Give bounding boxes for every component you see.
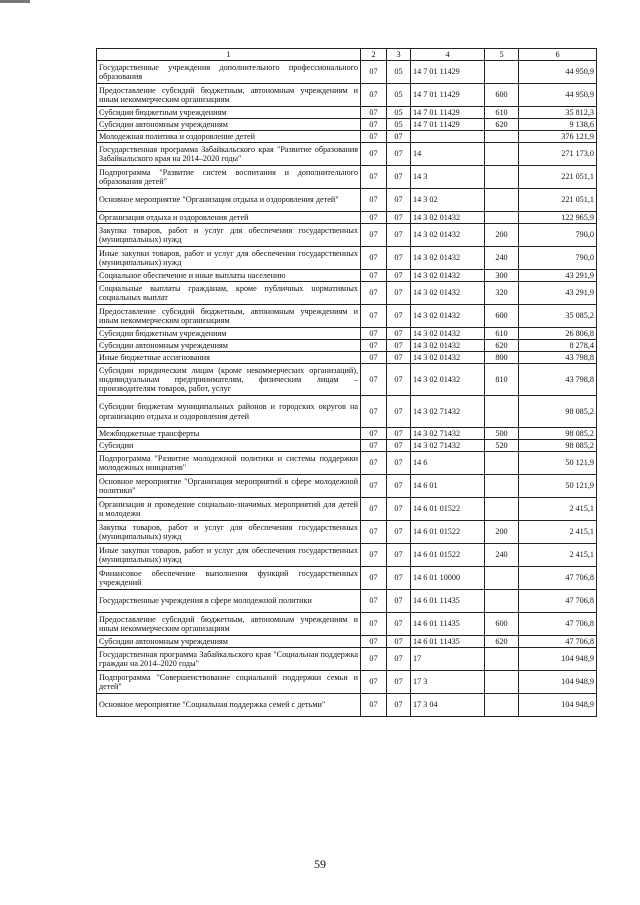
table-row	[97, 212, 597, 224]
cell-amount: 35 085,2	[519, 305, 597, 328]
cell-target-article: 14 3 02 01432	[411, 247, 485, 270]
cell-section: 07	[361, 166, 387, 189]
cell-expense-type	[485, 671, 519, 694]
cell-section: 07	[361, 364, 387, 396]
cell-subsection: 07	[387, 440, 411, 452]
cell-section: 07	[361, 694, 387, 717]
budget-table	[96, 48, 597, 717]
cell-amount: 271 173,0	[519, 143, 597, 166]
col-header-subsection: 3	[387, 49, 411, 61]
cell-section: 07	[361, 212, 387, 224]
cell-section: 07	[361, 498, 387, 521]
cell-target-article: 14 6 01 11435	[411, 613, 485, 636]
cell-name: Основное мероприятие "Социальная поддержка семей с детьми"	[97, 694, 361, 717]
cell-subsection: 07	[387, 270, 411, 282]
table-row	[97, 352, 597, 364]
cell-subsection: 07	[387, 648, 411, 671]
cell-expense-type: 610	[485, 107, 519, 119]
cell-expense-type	[485, 498, 519, 521]
col-header-name: 1	[97, 49, 361, 61]
cell-name: Предоставление субсидий бюджетным, автономным учреждениям и иным некоммерческим организациям	[97, 305, 361, 328]
cell-subsection: 05	[387, 61, 411, 84]
cell-name: Государственные учреждения дополнительного профессионального образования	[97, 61, 361, 84]
cell-amount: 98 085,2	[519, 396, 597, 428]
header-row	[97, 49, 597, 61]
cell-section: 07	[361, 613, 387, 636]
cell-section: 07	[361, 352, 387, 364]
cell-name: Субсидии автономным учреждениям	[97, 340, 361, 352]
cell-name: Государственная программа Забайкальского края "Социальная поддержка граждан на 2014–2020 годы"	[97, 648, 361, 671]
cell-expense-type: 600	[485, 305, 519, 328]
cell-amount: 376 121,9	[519, 131, 597, 143]
cell-target-article: 14 6 01 01522	[411, 544, 485, 567]
table-row	[97, 270, 597, 282]
cell-expense-type	[485, 648, 519, 671]
cell-target-article: 14 6	[411, 452, 485, 475]
cell-expense-type	[485, 131, 519, 143]
cell-target-article: 14 3 02 01432	[411, 305, 485, 328]
table-row	[97, 305, 597, 328]
cell-amount: 98 085,2	[519, 440, 597, 452]
cell-subsection: 07	[387, 590, 411, 613]
cell-amount: 104 948,9	[519, 671, 597, 694]
cell-amount: 47 706,8	[519, 567, 597, 590]
cell-expense-type	[485, 590, 519, 613]
cell-amount: 50 121,9	[519, 475, 597, 498]
cell-amount: 43 291,9	[519, 270, 597, 282]
table-row	[97, 636, 597, 648]
cell-target-article: 14 3 02	[411, 189, 485, 212]
cell-expense-type: 810	[485, 364, 519, 396]
cell-amount: 221 051,1	[519, 189, 597, 212]
cell-expense-type: 240	[485, 247, 519, 270]
table-row	[97, 613, 597, 636]
cell-expense-type: 620	[485, 636, 519, 648]
cell-target-article: 14 3 02 01432	[411, 352, 485, 364]
cell-expense-type	[485, 143, 519, 166]
cell-subsection: 07	[387, 340, 411, 352]
cell-section: 07	[361, 305, 387, 328]
cell-section: 07	[361, 475, 387, 498]
cell-amount: 2 415,1	[519, 544, 597, 567]
cell-expense-type: 520	[485, 440, 519, 452]
cell-subsection: 07	[387, 521, 411, 544]
cell-subsection: 07	[387, 498, 411, 521]
cell-amount: 47 706,8	[519, 590, 597, 613]
cell-subsection: 07	[387, 396, 411, 428]
cell-subsection: 07	[387, 224, 411, 247]
cell-name: Предоставление субсидий бюджетным, автономным учреждениям и иным некоммерческим организациям	[97, 613, 361, 636]
cell-name: Иные бюджетные ассигнования	[97, 352, 361, 364]
cell-subsection: 07	[387, 212, 411, 224]
table-row	[97, 428, 597, 440]
cell-amount: 47 706,8	[519, 636, 597, 648]
cell-target-article: 14 6 01 10000	[411, 567, 485, 590]
table-row	[97, 440, 597, 452]
cell-section: 07	[361, 428, 387, 440]
cell-subsection: 07	[387, 544, 411, 567]
scan-edge-mark	[0, 0, 30, 3]
cell-expense-type: 320	[485, 282, 519, 305]
cell-target-article: 14 3	[411, 166, 485, 189]
cell-target-article: 17	[411, 648, 485, 671]
cell-expense-type: 800	[485, 352, 519, 364]
cell-section: 07	[361, 84, 387, 107]
cell-section: 07	[361, 131, 387, 143]
table-row	[97, 364, 597, 396]
cell-name: Подпрограмма "Совершенствование социальной поддержки семьи и детей"	[97, 671, 361, 694]
cell-subsection: 07	[387, 671, 411, 694]
cell-amount: 221 051,1	[519, 166, 597, 189]
cell-target-article	[411, 131, 485, 143]
cell-target-article: 14 3 02 01432	[411, 340, 485, 352]
table-row	[97, 340, 597, 352]
col-header-expense-type: 5	[485, 49, 519, 61]
cell-expense-type: 600	[485, 613, 519, 636]
cell-amount: 790,0	[519, 224, 597, 247]
cell-name: Субсидии бюджетным учреждениям	[97, 107, 361, 119]
cell-subsection: 07	[387, 694, 411, 717]
cell-target-article: 14 7 01 11429	[411, 84, 485, 107]
col-header-amount: 6	[519, 49, 597, 61]
cell-section: 07	[361, 452, 387, 475]
table-row	[97, 648, 597, 671]
cell-name: Предоставление субсидий бюджетным, автономным учреждениям и иным некоммерческим организациям	[97, 84, 361, 107]
cell-expense-type: 620	[485, 340, 519, 352]
cell-name: Государственная программа Забайкальского края "Развитие образования Забайкальского края на 2014–2020 годы"	[97, 143, 361, 166]
table-row	[97, 671, 597, 694]
cell-section: 07	[361, 648, 387, 671]
cell-target-article: 14 7 01 11429	[411, 119, 485, 131]
cell-name: Межбюджетные трансферты	[97, 428, 361, 440]
cell-expense-type: 240	[485, 544, 519, 567]
cell-amount: 104 948,9	[519, 648, 597, 671]
table-row	[97, 396, 597, 428]
cell-amount: 9 138,6	[519, 119, 597, 131]
table-row	[97, 247, 597, 270]
cell-target-article: 14 6 01 01522	[411, 521, 485, 544]
page-number: 59	[314, 857, 326, 871]
cell-amount: 43 291,9	[519, 282, 597, 305]
cell-expense-type	[485, 567, 519, 590]
cell-expense-type	[485, 452, 519, 475]
cell-name: Подпрограмма "Развитие систем воспитания и дополнительного образования детей"	[97, 166, 361, 189]
cell-expense-type: 610	[485, 328, 519, 340]
cell-amount: 2 415,1	[519, 521, 597, 544]
cell-target-article: 14 6 01 11435	[411, 590, 485, 613]
cell-amount: 47 706,8	[519, 613, 597, 636]
col-header-target-article: 4	[411, 49, 485, 61]
cell-amount: 8 278,4	[519, 340, 597, 352]
cell-section: 07	[361, 282, 387, 305]
table-row	[97, 694, 597, 717]
cell-expense-type	[485, 212, 519, 224]
table-row	[97, 61, 597, 84]
cell-name: Закупка товаров, работ и услуг для обеспечения государственных (муниципальных) нужд	[97, 521, 361, 544]
table-row	[97, 498, 597, 521]
cell-section: 07	[361, 544, 387, 567]
cell-expense-type: 620	[485, 119, 519, 131]
cell-amount: 98 085,2	[519, 428, 597, 440]
cell-section: 07	[361, 590, 387, 613]
cell-section: 07	[361, 143, 387, 166]
cell-section: 07	[361, 340, 387, 352]
cell-expense-type: 500	[485, 428, 519, 440]
cell-target-article: 17 3	[411, 671, 485, 694]
cell-subsection: 07	[387, 166, 411, 189]
cell-name: Подпрограмма "Развитие молодежной политики и системы поддержки молодежных инициатив"	[97, 452, 361, 475]
cell-section: 07	[361, 189, 387, 212]
table-row	[97, 119, 597, 131]
cell-subsection: 07	[387, 189, 411, 212]
cell-target-article: 14 3 02 01432	[411, 282, 485, 305]
cell-section: 07	[361, 224, 387, 247]
cell-amount: 122 965,9	[519, 212, 597, 224]
cell-section: 07	[361, 671, 387, 694]
table-row	[97, 475, 597, 498]
cell-target-article: 17 3 04	[411, 694, 485, 717]
cell-expense-type	[485, 396, 519, 428]
cell-name: Организация отдыха и оздоровления детей	[97, 212, 361, 224]
cell-amount: 2 415,1	[519, 498, 597, 521]
cell-target-article: 14 3 02 71432	[411, 396, 485, 428]
cell-section: 07	[361, 396, 387, 428]
cell-subsection: 07	[387, 305, 411, 328]
cell-section: 07	[361, 61, 387, 84]
table-row	[97, 166, 597, 189]
cell-name: Социальное обеспечение и иные выплаты населению	[97, 270, 361, 282]
cell-target-article: 14 3 02 01432	[411, 270, 485, 282]
cell-expense-type	[485, 189, 519, 212]
cell-name: Финансовое обеспечение выполнения функций государственных учреждений	[97, 567, 361, 590]
cell-subsection: 05	[387, 119, 411, 131]
cell-expense-type	[485, 694, 519, 717]
cell-subsection: 07	[387, 428, 411, 440]
cell-amount: 50 121,9	[519, 452, 597, 475]
cell-name: Субсидии автономным учреждениям	[97, 636, 361, 648]
cell-subsection: 07	[387, 636, 411, 648]
cell-amount: 43 798,8	[519, 364, 597, 396]
cell-target-article: 14 3 02 01432	[411, 328, 485, 340]
cell-subsection: 07	[387, 452, 411, 475]
cell-subsection: 07	[387, 352, 411, 364]
cell-name: Организация и проведение социально-значимых мероприятий для детей и молодежи	[97, 498, 361, 521]
cell-section: 07	[361, 247, 387, 270]
cell-target-article: 14 6 01	[411, 475, 485, 498]
cell-expense-type: 200	[485, 521, 519, 544]
cell-section: 07	[361, 636, 387, 648]
cell-expense-type: 200	[485, 224, 519, 247]
table-row	[97, 567, 597, 590]
cell-subsection: 07	[387, 247, 411, 270]
table-row	[97, 107, 597, 119]
cell-target-article: 14 7 01 11429	[411, 61, 485, 84]
cell-subsection: 07	[387, 567, 411, 590]
cell-target-article: 14 6 01 11435	[411, 636, 485, 648]
cell-name: Государственные учреждения в сфере молодежной политики	[97, 590, 361, 613]
cell-section: 07	[361, 119, 387, 131]
table-row	[97, 452, 597, 475]
cell-name: Молодежная политика и оздоровление детей	[97, 131, 361, 143]
cell-name: Субсидии	[97, 440, 361, 452]
cell-amount: 43 798,8	[519, 352, 597, 364]
cell-target-article: 14 3 02 71432	[411, 440, 485, 452]
table-row	[97, 282, 597, 305]
cell-expense-type	[485, 475, 519, 498]
cell-subsection: 05	[387, 107, 411, 119]
table-row	[97, 143, 597, 166]
cell-section: 07	[361, 440, 387, 452]
cell-name: Иные закупки товаров, работ и услуг для обеспечения государственных (муниципальных) нужд	[97, 247, 361, 270]
cell-subsection: 07	[387, 364, 411, 396]
cell-name: Закупка товаров, работ и услуг для обеспечения государственных (муниципальных) нужд	[97, 224, 361, 247]
cell-subsection: 07	[387, 328, 411, 340]
cell-amount: 44 950,9	[519, 84, 597, 107]
cell-target-article: 14 3 02 01432	[411, 364, 485, 396]
cell-target-article: 14 3 02 01432	[411, 224, 485, 247]
cell-amount: 35 812,3	[519, 107, 597, 119]
cell-name: Основное мероприятие "Организация отдыха и оздоровления детей"	[97, 189, 361, 212]
cell-section: 07	[361, 107, 387, 119]
cell-amount: 104 948,9	[519, 694, 597, 717]
cell-section: 07	[361, 270, 387, 282]
cell-name: Субсидии юридическим лицам (кроме некоммерческих организаций), индивидуальным предпринимателям, физическим лицам – производителям товаров, работ, услуг	[97, 364, 361, 396]
table-row	[97, 544, 597, 567]
table-row	[97, 328, 597, 340]
table-row	[97, 131, 597, 143]
cell-amount: 26 806,8	[519, 328, 597, 340]
cell-expense-type: 600	[485, 84, 519, 107]
cell-expense-type	[485, 166, 519, 189]
cell-expense-type: 300	[485, 270, 519, 282]
cell-subsection: 05	[387, 84, 411, 107]
cell-subsection: 07	[387, 475, 411, 498]
cell-name: Субсидии бюджетным учреждениям	[97, 328, 361, 340]
cell-amount: 790,0	[519, 247, 597, 270]
cell-subsection: 07	[387, 143, 411, 166]
cell-section: 07	[361, 328, 387, 340]
table-row	[97, 84, 597, 107]
cell-subsection: 07	[387, 131, 411, 143]
cell-section: 07	[361, 567, 387, 590]
cell-subsection: 07	[387, 282, 411, 305]
cell-target-article: 14 3 02 01432	[411, 212, 485, 224]
cell-target-article: 14	[411, 143, 485, 166]
table-row	[97, 189, 597, 212]
table-row	[97, 521, 597, 544]
cell-name: Субсидии бюджетам муниципальных районов и городских округов на организацию отдыха и оздоровления детей	[97, 396, 361, 428]
cell-subsection: 07	[387, 613, 411, 636]
col-header-section: 2	[361, 49, 387, 61]
cell-target-article: 14 7 01 11429	[411, 107, 485, 119]
cell-name: Субсидии автономным учреждениям	[97, 119, 361, 131]
cell-expense-type	[485, 61, 519, 84]
cell-amount: 44 950,9	[519, 61, 597, 84]
table-row	[97, 224, 597, 247]
cell-section: 07	[361, 521, 387, 544]
cell-name: Социальные выплаты гражданам, кроме публичных нормативных социальных выплат	[97, 282, 361, 305]
table-row	[97, 590, 597, 613]
cell-name: Иные закупки товаров, работ и услуг для обеспечения государственных (муниципальных) нужд	[97, 544, 361, 567]
cell-target-article: 14 3 02 71432	[411, 428, 485, 440]
cell-target-article: 14 6 01 01522	[411, 498, 485, 521]
cell-name: Основное мероприятие "Организация мероприятий в сфере молодежной политики"	[97, 475, 361, 498]
